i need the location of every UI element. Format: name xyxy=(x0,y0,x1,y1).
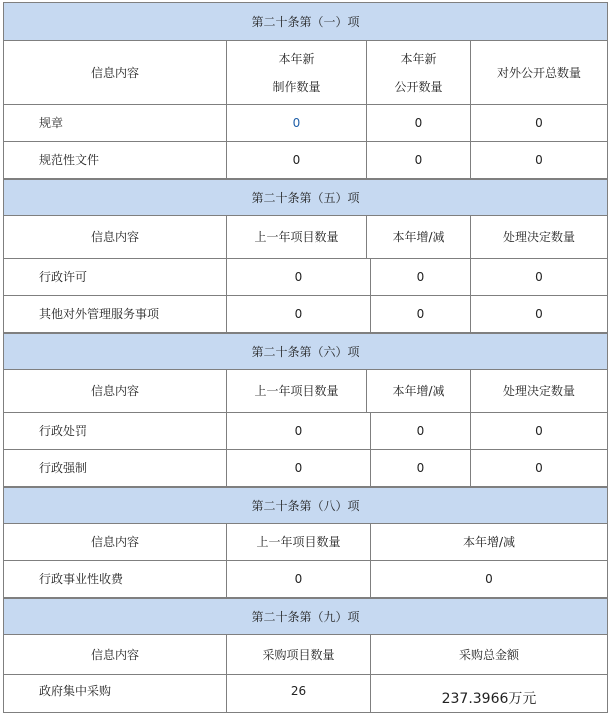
value-cell: 0 xyxy=(535,116,543,130)
header-cell: 信息内容 xyxy=(4,370,227,412)
row-label: 行政处罚 xyxy=(4,413,227,449)
value-cell: 237.3966万元 xyxy=(441,690,537,707)
table-row xyxy=(3,296,608,333)
header-cell: 上一年项目数量 xyxy=(227,370,367,412)
row-label: 其他对外管理服务事项 xyxy=(4,296,227,332)
header-row-2 xyxy=(3,216,608,259)
value-cell: 0 xyxy=(227,142,367,178)
header-cell: 信息内容 xyxy=(4,41,227,104)
header-line: 本年新 xyxy=(278,51,315,66)
section-title-text: 第二十条第（九）项 xyxy=(251,610,360,624)
header-row-1 xyxy=(3,41,608,105)
value-cell: 0 xyxy=(371,259,471,295)
row-label: 行政许可 xyxy=(4,259,227,295)
header-cell: 采购总金额 xyxy=(458,647,519,662)
section-title-text: 第二十条第（八）项 xyxy=(251,499,360,513)
header-cell: 对外公开总数量 xyxy=(496,65,581,80)
row-label: 规章 xyxy=(4,105,227,141)
value-cell: 0 xyxy=(367,105,471,141)
value-cell: 0 xyxy=(535,153,543,167)
table-row xyxy=(3,142,608,179)
value-cell: 0 xyxy=(227,561,371,597)
header-cell: 信息内容 xyxy=(4,635,227,674)
value-cell: 0 xyxy=(535,270,543,284)
section-title-2 xyxy=(3,179,608,216)
header-cell xyxy=(227,41,367,104)
section-title-text: 第二十条第（一）项 xyxy=(251,15,360,29)
value-cell: 0 xyxy=(227,296,371,332)
table-row xyxy=(3,259,608,296)
table-row xyxy=(3,450,608,487)
section-title-4 xyxy=(3,487,608,524)
value-cell: 0 xyxy=(227,259,371,295)
header-cell: 处理决定数量 xyxy=(502,384,575,398)
value-cell: 0 xyxy=(535,307,543,321)
header-cell: 本年增/减 xyxy=(462,535,516,549)
header-cell: 本年增/减 xyxy=(367,370,471,412)
section-title-1 xyxy=(3,2,608,41)
value-cell: 0 xyxy=(371,296,471,332)
table-row xyxy=(3,675,608,713)
header-line: 制作数量 xyxy=(272,79,321,94)
header-cell: 信息内容 xyxy=(4,216,227,258)
value-cell: 0 xyxy=(535,424,543,438)
header-cell: 本年增/减 xyxy=(367,216,471,258)
value-cell: 0 xyxy=(371,413,471,449)
value-cell: 0 xyxy=(535,461,543,475)
value-cell: 0 xyxy=(227,413,371,449)
header-cell: 采购项目数量 xyxy=(227,635,371,674)
row-label: 政府集中采购 xyxy=(4,675,227,712)
value-cell: 26 xyxy=(227,675,371,712)
row-label: 规范性文件 xyxy=(4,142,227,178)
header-cell: 信息内容 xyxy=(4,524,227,560)
row-label: 行政强制 xyxy=(4,450,227,486)
header-cell: 上一年项目数量 xyxy=(227,216,367,258)
value-cell: 0 xyxy=(367,142,471,178)
value-cell: 0 xyxy=(485,572,493,586)
row-label: 行政事业性收费 xyxy=(4,561,227,597)
header-cell xyxy=(367,41,471,104)
section-title-3 xyxy=(3,333,608,370)
table-row xyxy=(3,413,608,450)
header-line: 公开数量 xyxy=(394,79,443,94)
section-title-5 xyxy=(3,598,608,635)
header-cell: 处理决定数量 xyxy=(502,230,575,244)
value-cell: 0 xyxy=(227,450,371,486)
header-cell: 上一年项目数量 xyxy=(227,524,371,560)
header-row-4 xyxy=(3,524,608,561)
table-row xyxy=(3,561,608,598)
header-row-3 xyxy=(3,370,608,413)
section-title-text: 第二十条第（六）项 xyxy=(251,345,360,359)
value-cell: 0 xyxy=(371,450,471,486)
table-row xyxy=(3,105,608,142)
header-row-5 xyxy=(3,635,608,675)
section-title-text: 第二十条第（五）项 xyxy=(251,191,360,205)
value-cell: 0 xyxy=(227,105,367,141)
header-line: 本年新 xyxy=(400,51,437,66)
